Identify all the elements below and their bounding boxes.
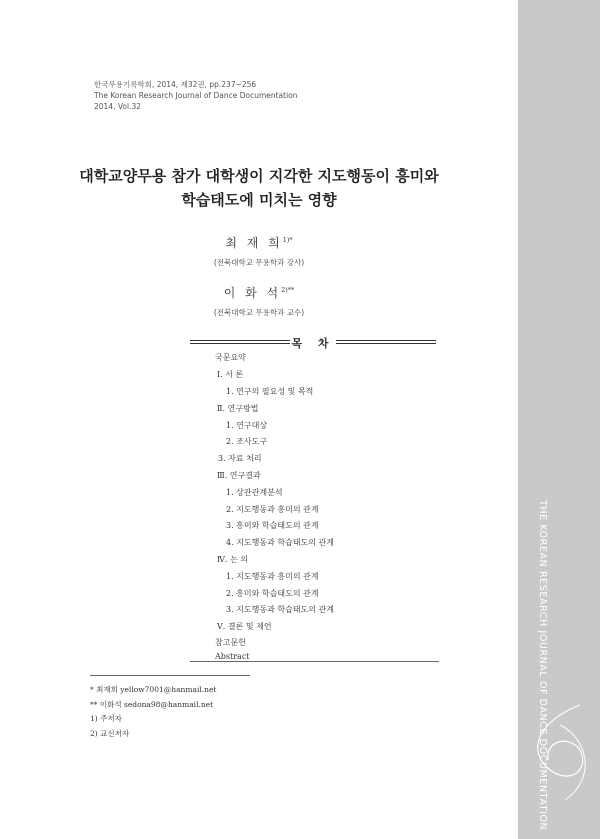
toc-item: 3. 지도행동과 학습태도의 관계 (226, 605, 334, 614)
toc-item: 2. 조사도구 (226, 437, 268, 446)
toc-item: Ⅲ. 연구결과 (217, 471, 261, 480)
toc-item: Ⅴ. 결론 및 제언 (217, 622, 272, 631)
author-1-mark: 1)* (282, 236, 293, 244)
toc-item: 참고문헌 (215, 638, 246, 647)
title-line-2: 학습태도에 미치는 영향 (181, 191, 337, 209)
toc-heading (190, 335, 436, 349)
toc-bottom-rule (190, 661, 439, 662)
author-1-name: 최 재 희 (225, 236, 283, 250)
author-2-name: 이 화 석 (223, 286, 282, 300)
toc-item: 국문요약 (215, 353, 246, 362)
title-line-1: 대학교양무용 참가 대학생이 지각한 지도행동이 흥미와 (79, 167, 439, 185)
author-2-affiliation: (전북대학교 무용학과 교수) (213, 308, 305, 317)
footnote-3: 1) 주저자 (90, 714, 122, 723)
footnote-4: 2) 교신저자 (90, 729, 130, 738)
author-1-affiliation: (전북대학교 무용학과 강사) (213, 258, 305, 267)
footnote-2: ** 이화석 sedona98@hanmail.net (90, 700, 214, 709)
toc-item: 3. 흥미와 학습태도의 관계 (226, 521, 319, 530)
footnote-rule (90, 675, 250, 676)
toc-item: 2. 흥미와 학습태도의 관계 (226, 589, 319, 598)
toc-item: 1. 상관관계분석 (226, 488, 283, 497)
toc-item: 3. 자료 처리 (218, 454, 262, 463)
journal-logo-deco (520, 700, 600, 810)
footnote-1: * 최재희 yellow7001@hanmail.net (90, 685, 217, 694)
toc-item: 1. 연구대상 (226, 421, 268, 430)
toc-heading-label: 목 차 (291, 337, 335, 350)
header-line-journal: The Korean Research Journal of Dance Documentation (94, 91, 298, 100)
journal-header (94, 79, 298, 112)
toc-item: Ⅱ. 연구방법 (217, 404, 259, 413)
toc-item: Ⅳ. 논 의 (217, 555, 249, 564)
toc-item: 1. 연구의 필요성 및 목적 (226, 387, 314, 396)
toc-item: 4. 지도행동과 학습태도의 관계 (226, 538, 334, 547)
toc-item: Ⅰ. 서 론 (217, 370, 244, 379)
journal-side-label: THE KOREAN RESEARCH JOURNAL OF DANCE DOCUMENTATION (537, 500, 548, 831)
header-line-volume: 2014, Vol.32 (94, 102, 142, 111)
toc-item: Abstract (215, 652, 250, 661)
header-line-citation: 한국무용기록학회, 2014, 제32권, pp.237~256 (94, 80, 257, 89)
author-1 (0, 234, 518, 251)
author-2-mark: 2)** (281, 286, 295, 294)
toc-item: 1. 지도행동과 흥미의 관계 (226, 572, 319, 581)
toc-item: 2. 지도행동과 흥미의 관계 (226, 505, 319, 514)
author-2 (0, 284, 518, 301)
